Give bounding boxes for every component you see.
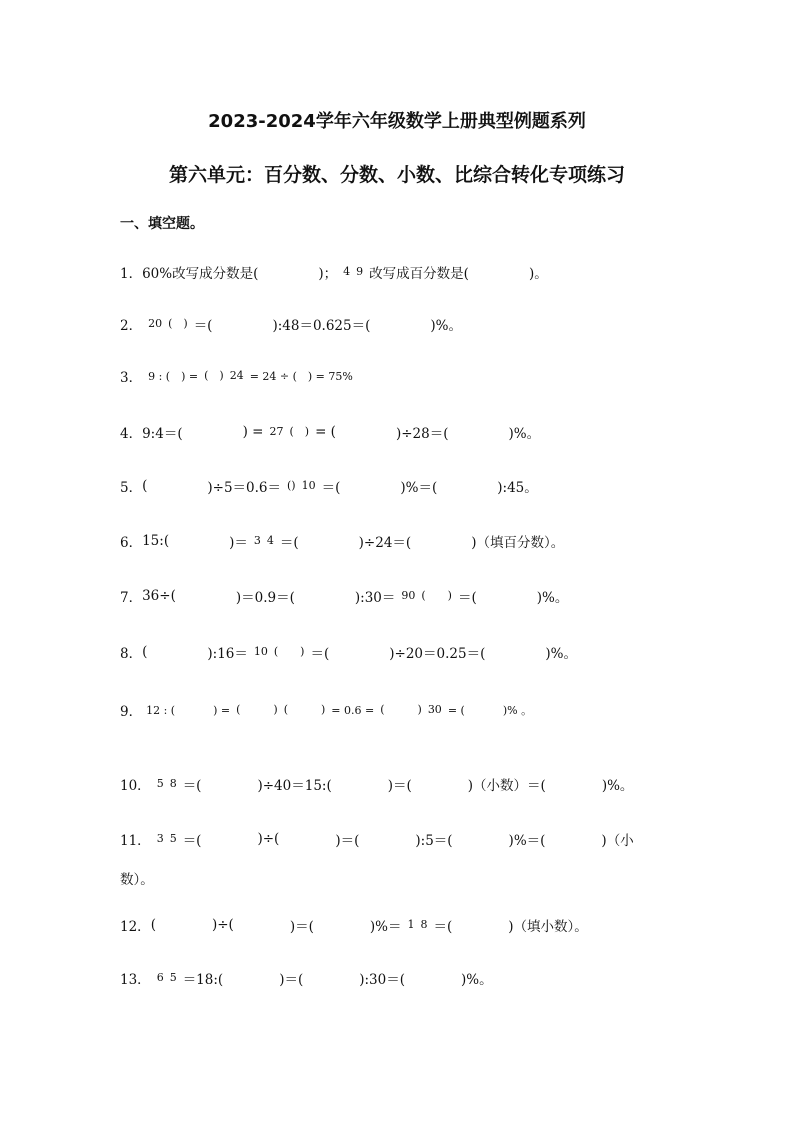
text: )＝( — [279, 972, 304, 988]
text: )＝( — [289, 919, 314, 935]
fraction — [145, 318, 191, 330]
text: )＝( — [387, 778, 412, 794]
text: )＝( — [335, 833, 360, 849]
question-number: 3． — [120, 370, 143, 386]
text: ( — [150, 917, 156, 933]
question-number: 8． — [120, 646, 143, 662]
text: )%。 — [508, 426, 541, 442]
text: ＝18:( — [182, 972, 224, 988]
text: ＝( — [182, 833, 202, 849]
text: ＝( — [279, 535, 299, 551]
denominator: 8 — [169, 777, 177, 790]
text: ＝( — [310, 646, 330, 662]
question-number: 12． — [120, 919, 151, 935]
numerator: 90 — [401, 589, 416, 602]
text: 36÷( — [142, 588, 176, 604]
question-2 — [120, 314, 462, 334]
denominator: ( ) — [283, 703, 326, 716]
text: 15:( — [142, 533, 170, 549]
text: ＝( — [193, 318, 213, 334]
text: )%。 — [430, 318, 462, 334]
numerator: 10 — [253, 645, 268, 658]
numerator: 27 — [269, 425, 284, 438]
text: )%。 — [601, 778, 634, 794]
text: = 24 ÷ ( ) = 75% — [249, 370, 353, 383]
fraction — [377, 704, 445, 716]
question-number: 10． — [120, 778, 151, 794]
fraction — [266, 426, 312, 438]
text: = ( — [315, 424, 336, 440]
numerator: 3 — [156, 832, 164, 845]
text: ＝( — [182, 778, 202, 794]
worksheet-subtitle: 第六单元：百分数、分数、小数、比综合转化专项练习 — [168, 164, 625, 186]
numerator: 20 — [148, 317, 163, 330]
fraction — [154, 833, 180, 845]
denominator: 5 — [169, 832, 177, 845]
question-10 — [120, 774, 633, 794]
text: ) = — [213, 703, 231, 717]
text: )（小数）＝( — [467, 778, 546, 794]
text: 12 : ( — [146, 703, 176, 717]
text: )＝0.9＝( — [235, 590, 295, 606]
denominator: 30 — [427, 703, 442, 716]
question-3 — [120, 366, 353, 386]
text: )÷40＝15:( — [257, 778, 332, 794]
text: ＝( — [433, 919, 453, 935]
text: ):30＝( — [359, 972, 405, 988]
text: 数）。 — [120, 872, 154, 888]
question-6 — [120, 531, 564, 551]
denominator: 24 — [229, 369, 244, 382]
text: )%。 — [461, 972, 493, 988]
question-7 — [120, 586, 568, 606]
text: )% 。 — [502, 704, 533, 717]
text: )（填百分数）。 — [471, 535, 565, 551]
fraction — [251, 535, 277, 547]
question-number: 6． — [120, 535, 143, 551]
text: = ( — [447, 703, 465, 717]
question-12 — [120, 915, 588, 935]
fraction — [154, 778, 180, 790]
text: ):5＝( — [415, 833, 453, 849]
text: 9:4＝( — [142, 426, 183, 442]
text: ) = — [242, 424, 264, 440]
text: ＝( — [321, 480, 341, 496]
text: ):30＝ — [354, 590, 396, 606]
text: )÷5＝0.6＝ — [207, 480, 282, 496]
text: )。 — [528, 266, 548, 282]
fraction — [251, 646, 308, 658]
text: ＝( — [457, 590, 477, 606]
fraction — [201, 370, 247, 382]
denominator: 4 — [266, 534, 274, 547]
numerator: ( ) — [236, 703, 278, 716]
text: )÷28＝( — [395, 426, 449, 442]
numerator: ( ) — [204, 369, 224, 382]
question-number: 11． — [120, 833, 151, 849]
text: ( — [142, 644, 148, 660]
question-number: 13． — [120, 972, 151, 988]
text: ):45。 — [497, 480, 538, 496]
text: )%＝( — [508, 833, 546, 849]
question-8 — [120, 642, 577, 662]
fraction — [233, 704, 328, 716]
text: ):16＝ — [207, 646, 248, 662]
denominator: 9 — [356, 265, 364, 278]
denominator: 10 — [301, 479, 316, 492]
fraction — [398, 590, 455, 602]
text: )＝ — [229, 535, 248, 551]
worksheet-title: 2023-2024学年六年级数学上册典型例题系列 — [208, 111, 586, 132]
question-1 — [120, 262, 548, 282]
denominator: 8 — [420, 918, 428, 931]
question-number: 7． — [120, 590, 143, 606]
question-number: 5． — [120, 480, 143, 496]
question-number: 4． — [120, 426, 143, 442]
text: 9 : ( ) = — [148, 370, 199, 383]
numerator: ( ) — [380, 703, 422, 716]
denominator: ( ) — [421, 589, 452, 602]
denominator: 5 — [169, 971, 177, 984]
question-number: 1． — [120, 266, 143, 282]
fraction — [340, 266, 366, 278]
text: )%。 — [536, 590, 569, 606]
numerator: 1 — [407, 918, 415, 931]
question-9 — [120, 700, 532, 720]
text: )÷( — [257, 831, 280, 847]
text: ( — [142, 478, 148, 494]
denominator: ( ) — [289, 425, 310, 438]
fraction — [154, 972, 180, 984]
text: = 0.6 = — [331, 703, 375, 717]
text: 60%改写成分数是( — [142, 266, 259, 282]
text: )÷24＝( — [358, 535, 412, 551]
question-4 — [120, 422, 540, 442]
text: )； — [318, 266, 338, 282]
numerator: () — [287, 479, 296, 492]
fraction — [404, 919, 430, 931]
text: )÷20＝0.25＝( — [389, 646, 486, 662]
text: ):48＝0.625＝( — [272, 318, 371, 334]
question-11 — [120, 829, 634, 849]
question-11-continued — [120, 868, 154, 888]
text: )（小 — [601, 833, 634, 849]
section-heading: 一、填空题。 — [120, 216, 204, 232]
text: )%＝( — [400, 480, 438, 496]
denominator: ( ) — [168, 317, 188, 330]
text: )%。 — [545, 646, 577, 662]
question-number: 9． — [120, 704, 143, 720]
numerator: 3 — [253, 534, 261, 547]
question-number: 2． — [120, 318, 143, 334]
text: )%＝ — [369, 919, 402, 935]
numerator: 5 — [156, 777, 164, 790]
text: )÷( — [211, 917, 234, 933]
denominator: ( ) — [273, 645, 305, 658]
fraction — [284, 480, 319, 492]
numerator: 4 — [343, 265, 351, 278]
text: 改写成百分数是( — [369, 266, 469, 282]
text: )（填小数）。 — [508, 919, 588, 935]
question-13 — [120, 968, 493, 988]
numerator: 6 — [156, 971, 164, 984]
question-5 — [120, 476, 538, 496]
